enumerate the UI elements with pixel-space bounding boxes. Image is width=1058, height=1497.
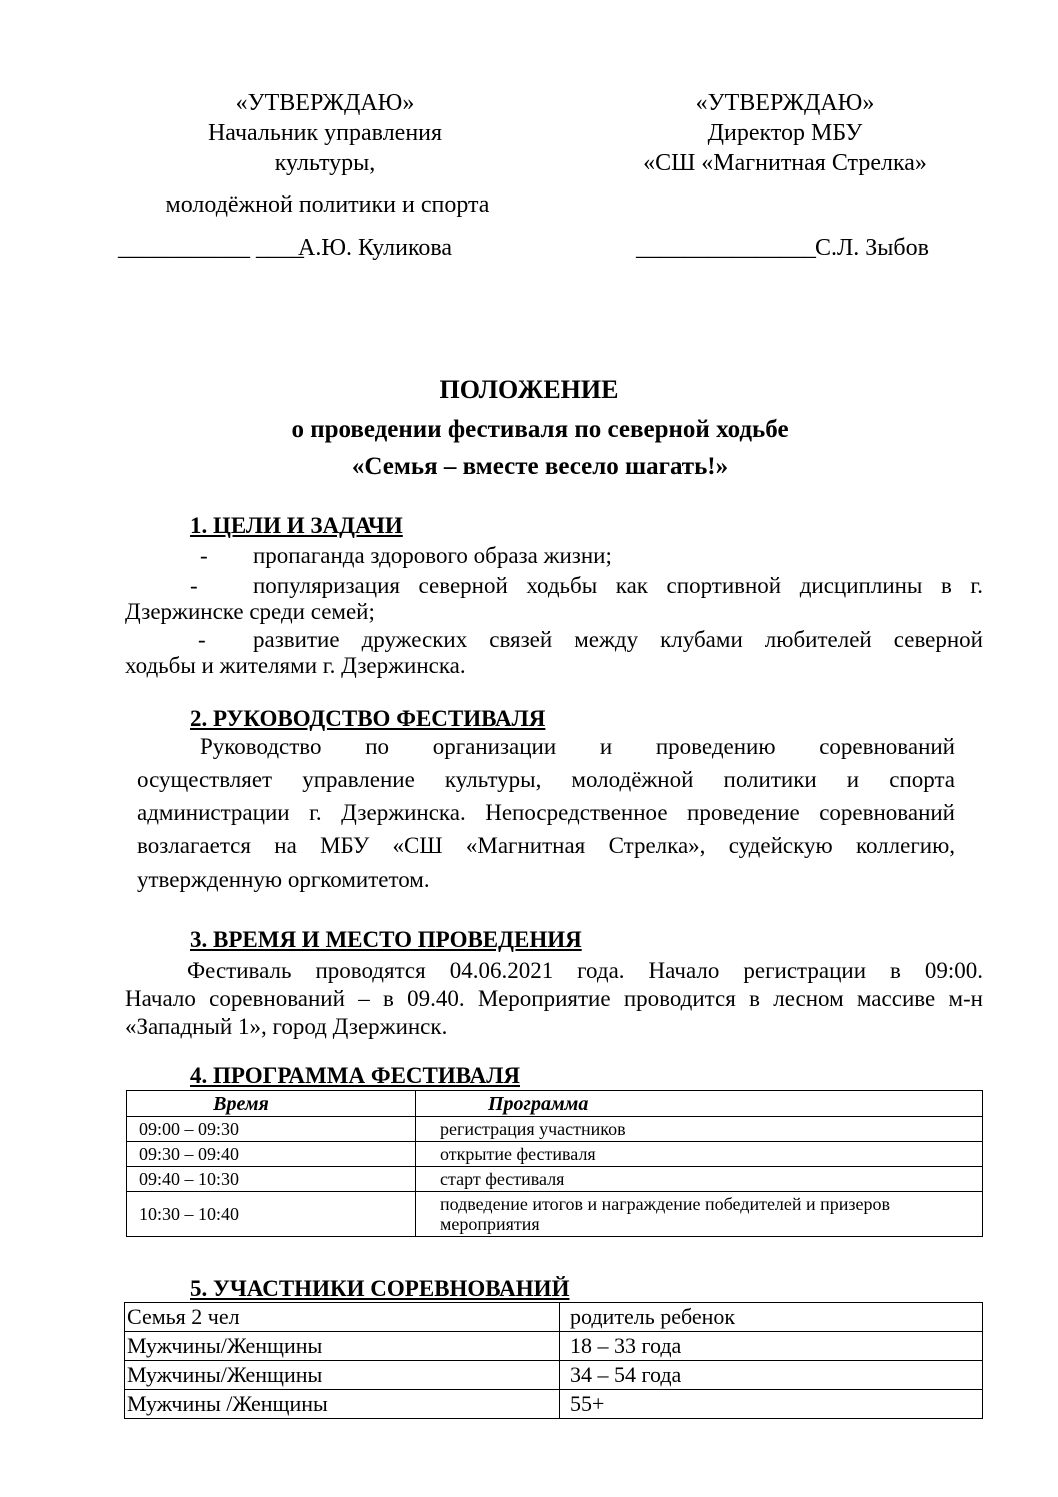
approval-left-position-cont: культуры, (274, 150, 376, 176)
paragraph-line: утвержденную оргкомитетом. (137, 867, 430, 892)
title-main: ПОЛОЖЕНИЕ (439, 375, 619, 404)
table-header-row (127, 1091, 983, 1117)
approval-left-position: Начальник управления (207, 120, 443, 146)
program-cell-line: подведение итогов и награждение победителей и призеров (440, 1194, 891, 1214)
approval-left-signature-line: ___________ ____ (118, 235, 304, 261)
program-table (126, 1090, 983, 1237)
time-cell: 09:30 – 09:40 (127, 1142, 416, 1167)
table-row (125, 1361, 983, 1390)
approval-right-organization: «СШ «Магнитная Стрелка» (643, 150, 927, 176)
list-dash: - (198, 627, 206, 652)
paragraph-line: возлагается на МБУ «СШ «Магнитная Стрелка», судейскую коллегию, (137, 833, 955, 858)
table-row (127, 1192, 983, 1237)
table-row (125, 1390, 983, 1419)
table-row (125, 1303, 983, 1332)
list-item: развитие дружеских связей между клубами любителей северной (253, 627, 983, 652)
list-dash: - (200, 543, 208, 568)
category-cell: Семья 2 чел (125, 1303, 560, 1332)
paragraph-line: администрации г. Дзержинска. Непосредственное проведение соревнований (137, 800, 955, 825)
column-header-program: Программа (416, 1091, 983, 1117)
paragraph-line: осуществляет управление культуры, молодёжной политики и спорта (137, 767, 955, 792)
value-cell: 34 – 54 года (560, 1361, 983, 1390)
approval-right-position: Директор МБУ (707, 120, 863, 146)
list-item: пропаганда здорового образа жизни; (253, 543, 612, 568)
program-cell: открытие фестиваля (416, 1142, 983, 1167)
value-cell: родитель ребенок (560, 1303, 983, 1332)
list-item-cont: Дзержинске среди семей; (125, 599, 375, 624)
paragraph-line: «Западный 1», город Дзержинск. (125, 1014, 448, 1039)
value-cell: 55+ (560, 1390, 983, 1419)
list-item-cont: ходьбы и жителями г. Дзержинска. (125, 653, 466, 678)
approval-right-heading: «УТВЕРЖДАЮ» (695, 90, 875, 116)
table-row (125, 1332, 983, 1361)
column-header-time: Время (127, 1091, 416, 1117)
approval-right-signature-line: _______________ (636, 235, 816, 261)
table-row (127, 1117, 983, 1142)
section-heading: 4. ПРОГРАММА ФЕСТИВАЛЯ (190, 1063, 521, 1088)
paragraph-line: Начало соревнований – в 09.40. Мероприятие проводится в лесном массиве м-н (125, 986, 983, 1011)
paragraph-line: Фестиваль проводятся 04.06.2021 года. Начало регистрации в 09:00. (187, 958, 983, 983)
program-cell: старт фестиваля (416, 1167, 983, 1192)
list-item: популяризация северной ходьбы как спортивной дисциплины в г. (253, 573, 983, 598)
section-heading: 2. РУКОВОДСТВО ФЕСТИВАЛЯ (190, 706, 546, 731)
category-cell: Мужчины /Женщины (125, 1390, 560, 1419)
section-heading: 3. ВРЕМЯ И МЕСТО ПРОВЕДЕНИЯ (190, 927, 582, 952)
program-cell (416, 1192, 983, 1237)
program-cell-line: мероприятия (440, 1214, 540, 1234)
category-cell: Мужчины/Женщины (125, 1361, 560, 1390)
program-cell: регистрация участников (416, 1117, 983, 1142)
section-heading: 5. УЧАСТНИКИ СОРЕВНОВАНИЙ (190, 1276, 570, 1301)
value-cell: 18 – 33 года (560, 1332, 983, 1361)
section-heading: 1. ЦЕЛИ И ЗАДАЧИ (190, 513, 403, 538)
table-row (127, 1167, 983, 1192)
list-dash: - (190, 573, 198, 598)
paragraph-line: Руководство по организации и проведению соревнований (200, 734, 955, 759)
title-festival-name: «Семья – вместе весело шагать!» (351, 453, 729, 480)
time-cell: 10:30 – 10:40 (127, 1192, 416, 1237)
approval-right-name: С.Л. Зыбов (815, 235, 929, 261)
participants-table (124, 1302, 983, 1419)
category-cell: Мужчины/Женщины (125, 1332, 560, 1361)
approval-left-name: А.Ю. Куликова (298, 235, 453, 261)
time-cell: 09:40 – 10:30 (127, 1167, 416, 1192)
approval-left-heading: «УТВЕРЖДАЮ» (235, 90, 415, 116)
title-subtitle: о проведении фестиваля по северной ходьбе (291, 416, 789, 443)
table-row (127, 1142, 983, 1167)
approval-left-position-cont2: молодёжной политики и спорта (165, 192, 490, 218)
time-cell: 09:00 – 09:30 (127, 1117, 416, 1142)
